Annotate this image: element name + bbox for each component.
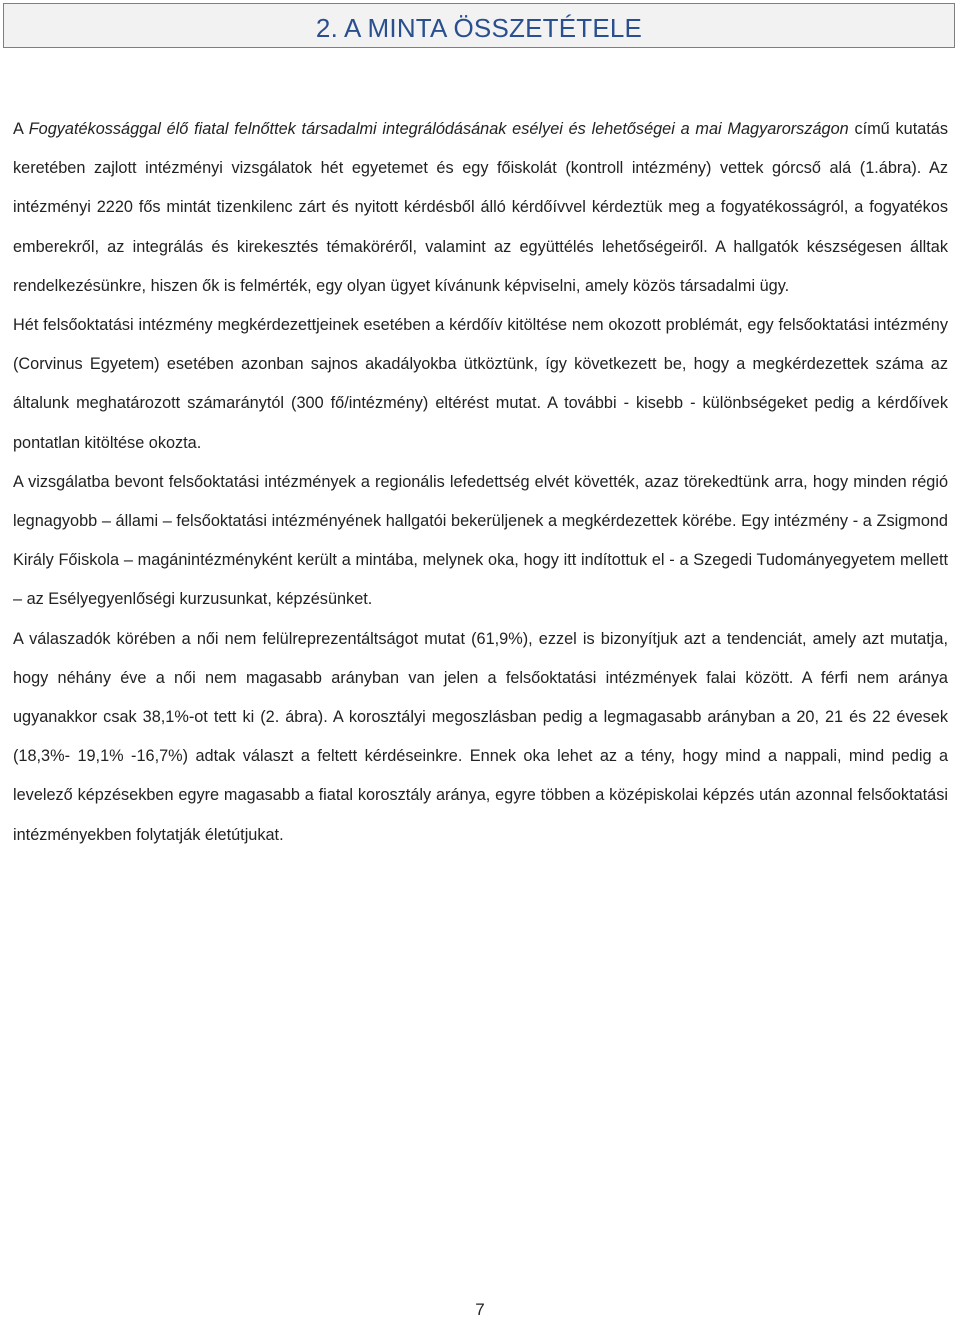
paragraph-2: Hét felsőoktatási intézmény megkérdezettjeinek esetében a kérdőív kitöltése nem okozott problémát, egy felsőoktatási intézmény (Corvinus Egyetem) esetében azonban sajnos akadályokba ütköztünk, így következett be, hogy a megkérdezettek száma az általunk meghatározott számaránytól (300 fő/intézmény) eltérést mutat. A további - kisebb - különbségeket pedig a kérdőívek pontatlan kitöltése okozta. xyxy=(13,316,948,452)
section-heading xyxy=(3,3,955,48)
section-number: 2. xyxy=(315,13,339,43)
body-text xyxy=(13,110,948,855)
paragraph-1-lead: A xyxy=(13,120,29,138)
paragraph-3: A vizsgálatba bevont felsőoktatási intézmények a regionális lefedettség elvét követték, azaz törekedtünk arra, hogy minden régió legnagyobb – állami – felsőoktatási intézményének hallgatói bekerüljenek a megkérdezettek körébe. Egy intézmény - a Zsigmond Király Főiskola – magánintézményként került a mintába, melynek oka, hogy itt indítottuk el - a Szegedi Tudományegyetem mellett – az Esélyegyenlőségi kurzusunkat, képzésünket. xyxy=(13,472,948,609)
paragraph-4: A válaszadók körében a női nem felülreprezentáltságot mutat (61,9%), ezzel is bizonyítjuk azt a tendenciát, amely azt mutatja, hogy néhány éve a női nem magasabb arányban van jelen a felsőoktatási intézmények falai között. A férfi nem aránya ugyanakkor csak 38,1%-ot tett ki (2. ábra). A korosztályi megoszlásban pedig a legmagasabb arányban a 20, 21 és 22 évesek (18,3%- 19,1% -16,7%) adtak választ a feltett kérdéseinkre. Ennek oka lehet az a tény, hogy mind a nappali, mind pedig a levelező képzésekben egyre magasabb a fiatal korosztály aránya, egyre többen a középiskolai képzés után azonnal felsőoktatási intézményekben folytatják életútjukat. xyxy=(13,629,948,844)
section-title-text: A MINTA ÖSSZETÉTELE xyxy=(344,13,643,43)
paragraph-1 xyxy=(13,110,948,306)
research-title: Fogyatékossággal élő fiatal felnőttek társadalmi integrálódásának esélyei és lehetőségei a mai Magyarországon xyxy=(28,120,849,138)
section-title xyxy=(316,13,642,44)
paragraph-1-rest: című kutatás keretében zajlott intézményi vizsgálatok hét egyetemet és egy főiskolát (kontroll intézmény) vettek górcső alá (1.ábra). Az intézményi 2220 fős mintát tizenkilenc zárt és nyitott kérdésből álló kérdőívvel kérdeztük meg a fogyatékosságról, a fogyatékos emberekről, az integrálás és kirekesztés témaköréről, valamint az együttélés lehetőségeiről. A hallgatók készségesen álltak rendelkezésünkre, hiszen ők is felmérték, egy olyan ügyet kívánunk képviselni, amely közös társadalmi ügy. xyxy=(13,120,948,295)
page-number: 7 xyxy=(475,1300,485,1319)
